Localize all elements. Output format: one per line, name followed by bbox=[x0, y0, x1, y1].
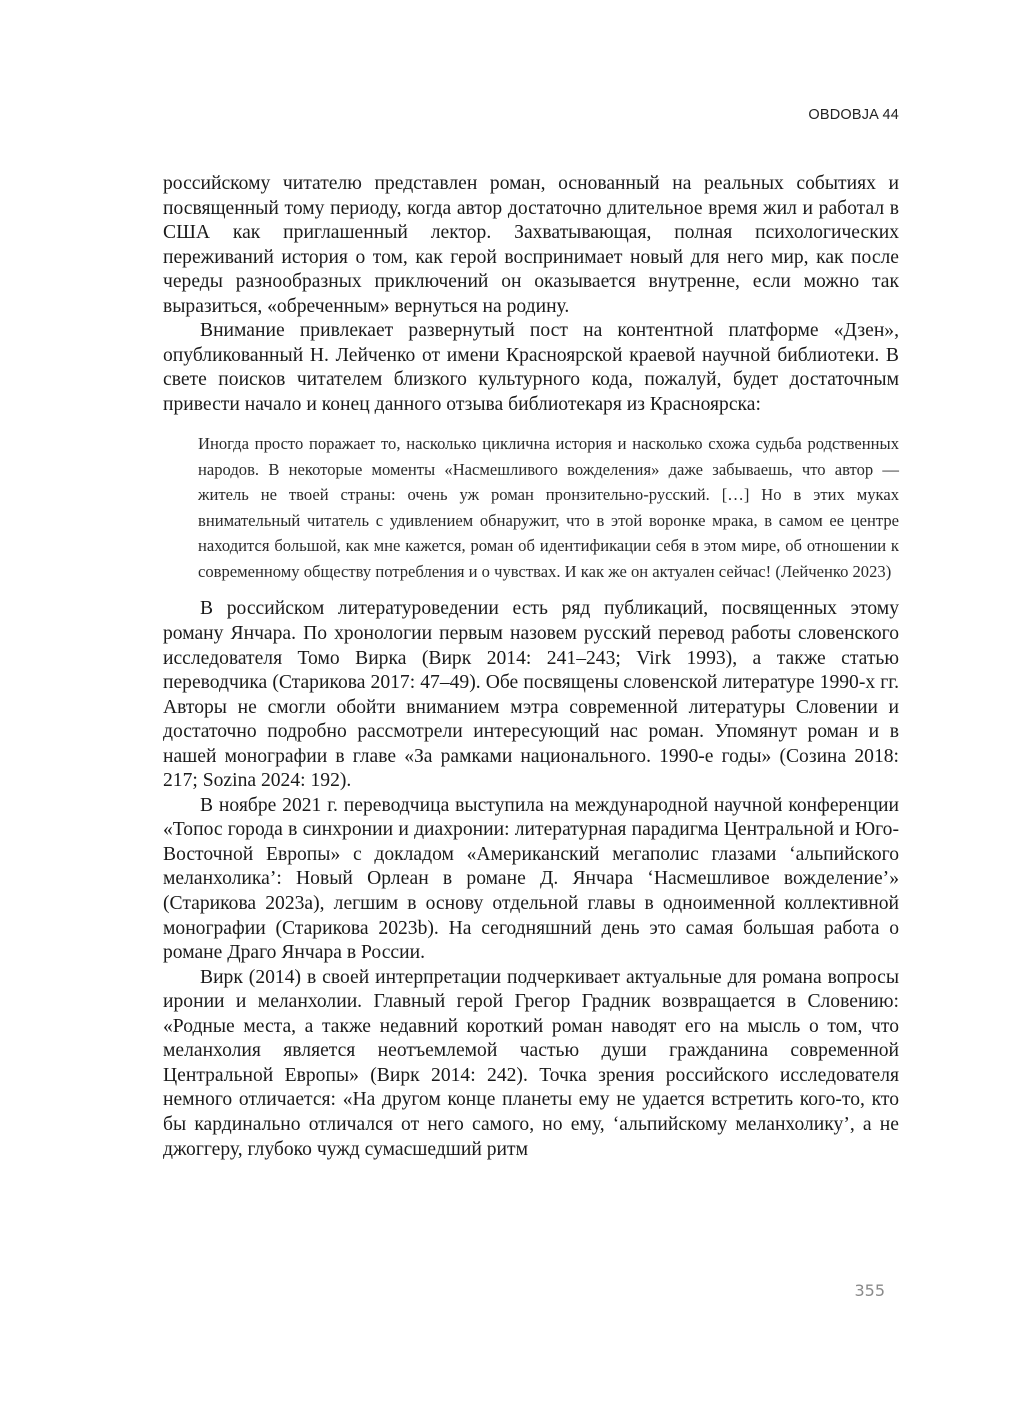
paragraph: В ноябре 2021 г. переводчица выступила на международной научной конференции «Топос города в синхронии и диахронии: литературная парадигма Центральной и Юго-Восточной Европы» с докладом «Американский мегаполис глазами ‘альпийского меланхолика’: Новый Орлеан в романе Д. Янчара ‘Насмешливое вожделение’» (Старикова 2023a), легшим в основу отдельной главы в одноименной коллективной монографии (Старикова 2023b). На сегодняшний день это самая большая работа о романе Драго Янчара в России. bbox=[163, 794, 899, 964]
main-text bbox=[163, 172, 899, 1162]
paragraph: Вирк (2014) в своей интерпретации подчеркивает актуальные для романа вопросы иронии и меланхолии. Главный герой Грегор Градник возвращается в Словению: «Родные места, а также недавний короткий роман наводят его на мысль о том, что меланхолия является неотъемлемой частью души гражданина современной Центральной Европы» (Вирк 2014: 242). Точка зрения российского исследователя немного отличается: «На другом конце планеты ему не удается встретить кого-то, кто бы кардинально отличался от него самого, но ему, ‘альпийскому меланхолику’, а не джоггеру, глубоко чужд сумасшедший ритм bbox=[163, 966, 899, 1160]
block-quote: Иногда просто поражает то, насколько циклична история и насколько схожа судьба родственных народов. В некоторые моменты «Насмешливого вожделения» даже забываешь, что автор — житель не твоей страны: очень уж роман пронзительно-русский. […] Но в этих муках внимательный читатель с удивлением обнаружит, что в этой воронке мрака, в самом ее центре находится большой, как мне кажется, роман об идентификации себя в этом мире, об отношении к современному обществу потребления и о чувствах. И как же он актуален сейчас! (Лейченко 2023) bbox=[198, 434, 899, 581]
paragraph: Внимание привлекает развернутый пост на контентной платформе «Дзен», опубликованный Н. Лейченко от имени Красноярской краевой научной библиотеки. В свете поисков читателем близкого культурного кода, пожалуй, будет достаточным привести начало и конец данного отзыва библиотекаря из Красноярска: bbox=[163, 320, 899, 415]
page-number: 355 bbox=[854, 1281, 885, 1300]
paragraph: В российском литературоведении есть ряд публикаций, посвященных этому роману Янчара. По хронологии первым назовем русский перевод работы словенского исследователя Томо Вирка (Вирк 2014: 241–243; Virk 1993), а также статью переводчика (Старикова 2017: 47–49). Обе посвящены словенской литературе 1990-х гг. Авторы не смогли обойти вниманием мэтра современной литературы Словении и достаточно подробно рассмотрели интересующий нас роман. Упомянут роман и в нашей монографии в главе «За рамками национального. 1990-е годы» (Созина 2018: 217; Sozina 2024: 192). bbox=[163, 598, 899, 792]
running-head: OBDOBJA 44 bbox=[808, 107, 899, 123]
paragraph-continued: российскому читателю представлен роман, основанный на реальных событиях и посвященный тому периоду, когда автор достаточно длительное время жил и работал в США как приглашенный лектор. Захватывающая, полная психологических переживаний история о том, как герой воспринимает новый для него мир, как после череды разнообразных приключений он оказывается внутренне, если можно так выразиться, «обреченным» вернуться на родину. bbox=[163, 173, 899, 317]
